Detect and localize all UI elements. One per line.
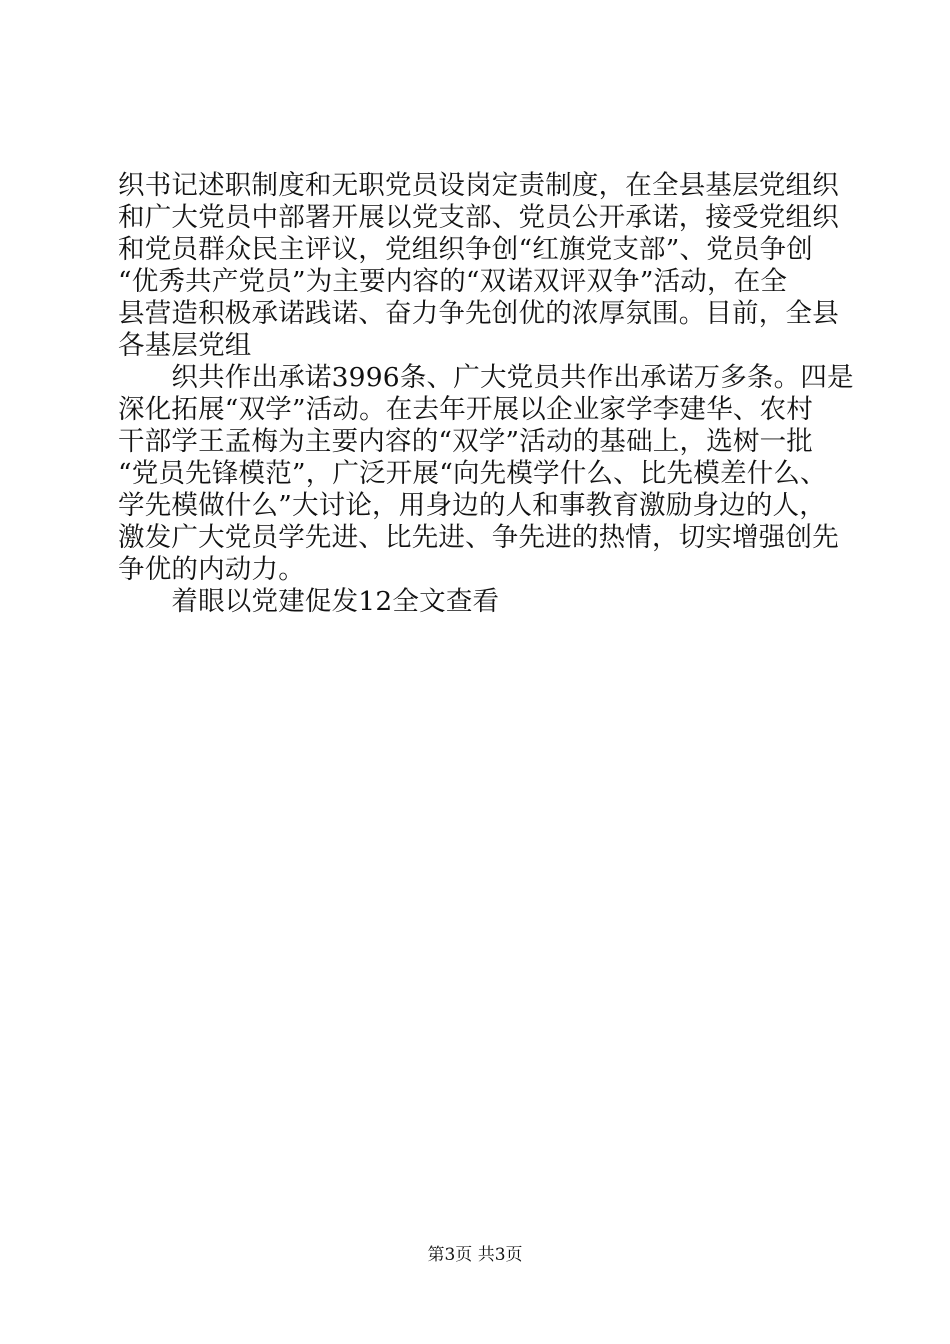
text-line: “优秀共产党员”为主要内容的“双诺双评双争”活动，在全 [118, 266, 788, 297]
text-line: 和党员群众民主评议，党组织争创“红旗党支部”、党员争创 [118, 234, 813, 265]
text-line: 干部学王孟梅为主要内容的“双学”活动的基础上，选树一批 [118, 426, 813, 457]
text-line: 织书记述职制度和无职党员设岗定责制度，在全县基层党组织 [118, 170, 839, 201]
text-line: 深化拓展“双学”活动。在去年开展以企业家学李建华、农村 [118, 394, 813, 425]
text-line: 各基层党组 [118, 330, 252, 361]
page-number-footer: 第3页 共3页 [427, 1245, 523, 1265]
text-line: 织共作出承诺3996条、广大党员共作出承诺万多条。四是 [118, 362, 854, 393]
text-line: 和广大党员中部署开展以党支部、党员公开承诺，接受党组织 [118, 202, 839, 233]
text-line: 争优的内动力。 [118, 554, 305, 585]
text-line: 县营造积极承诺践诺、奋力争先创优的浓厚氛围。目前，全县 [118, 298, 839, 329]
text-line: 学先模做什么”大讨论，用身边的人和事教育激励身边的人， [118, 490, 826, 521]
text-line: “党员先锋模范”，广泛开展“向先模学什么、比先模差什么、 [118, 458, 827, 489]
document-body [118, 170, 854, 618]
text-line: 着眼以党建促发12全文查看 [118, 586, 500, 617]
text-line: 激发广大党员学先进、比先进、争先进的热情，切实增强创先 [118, 522, 839, 553]
